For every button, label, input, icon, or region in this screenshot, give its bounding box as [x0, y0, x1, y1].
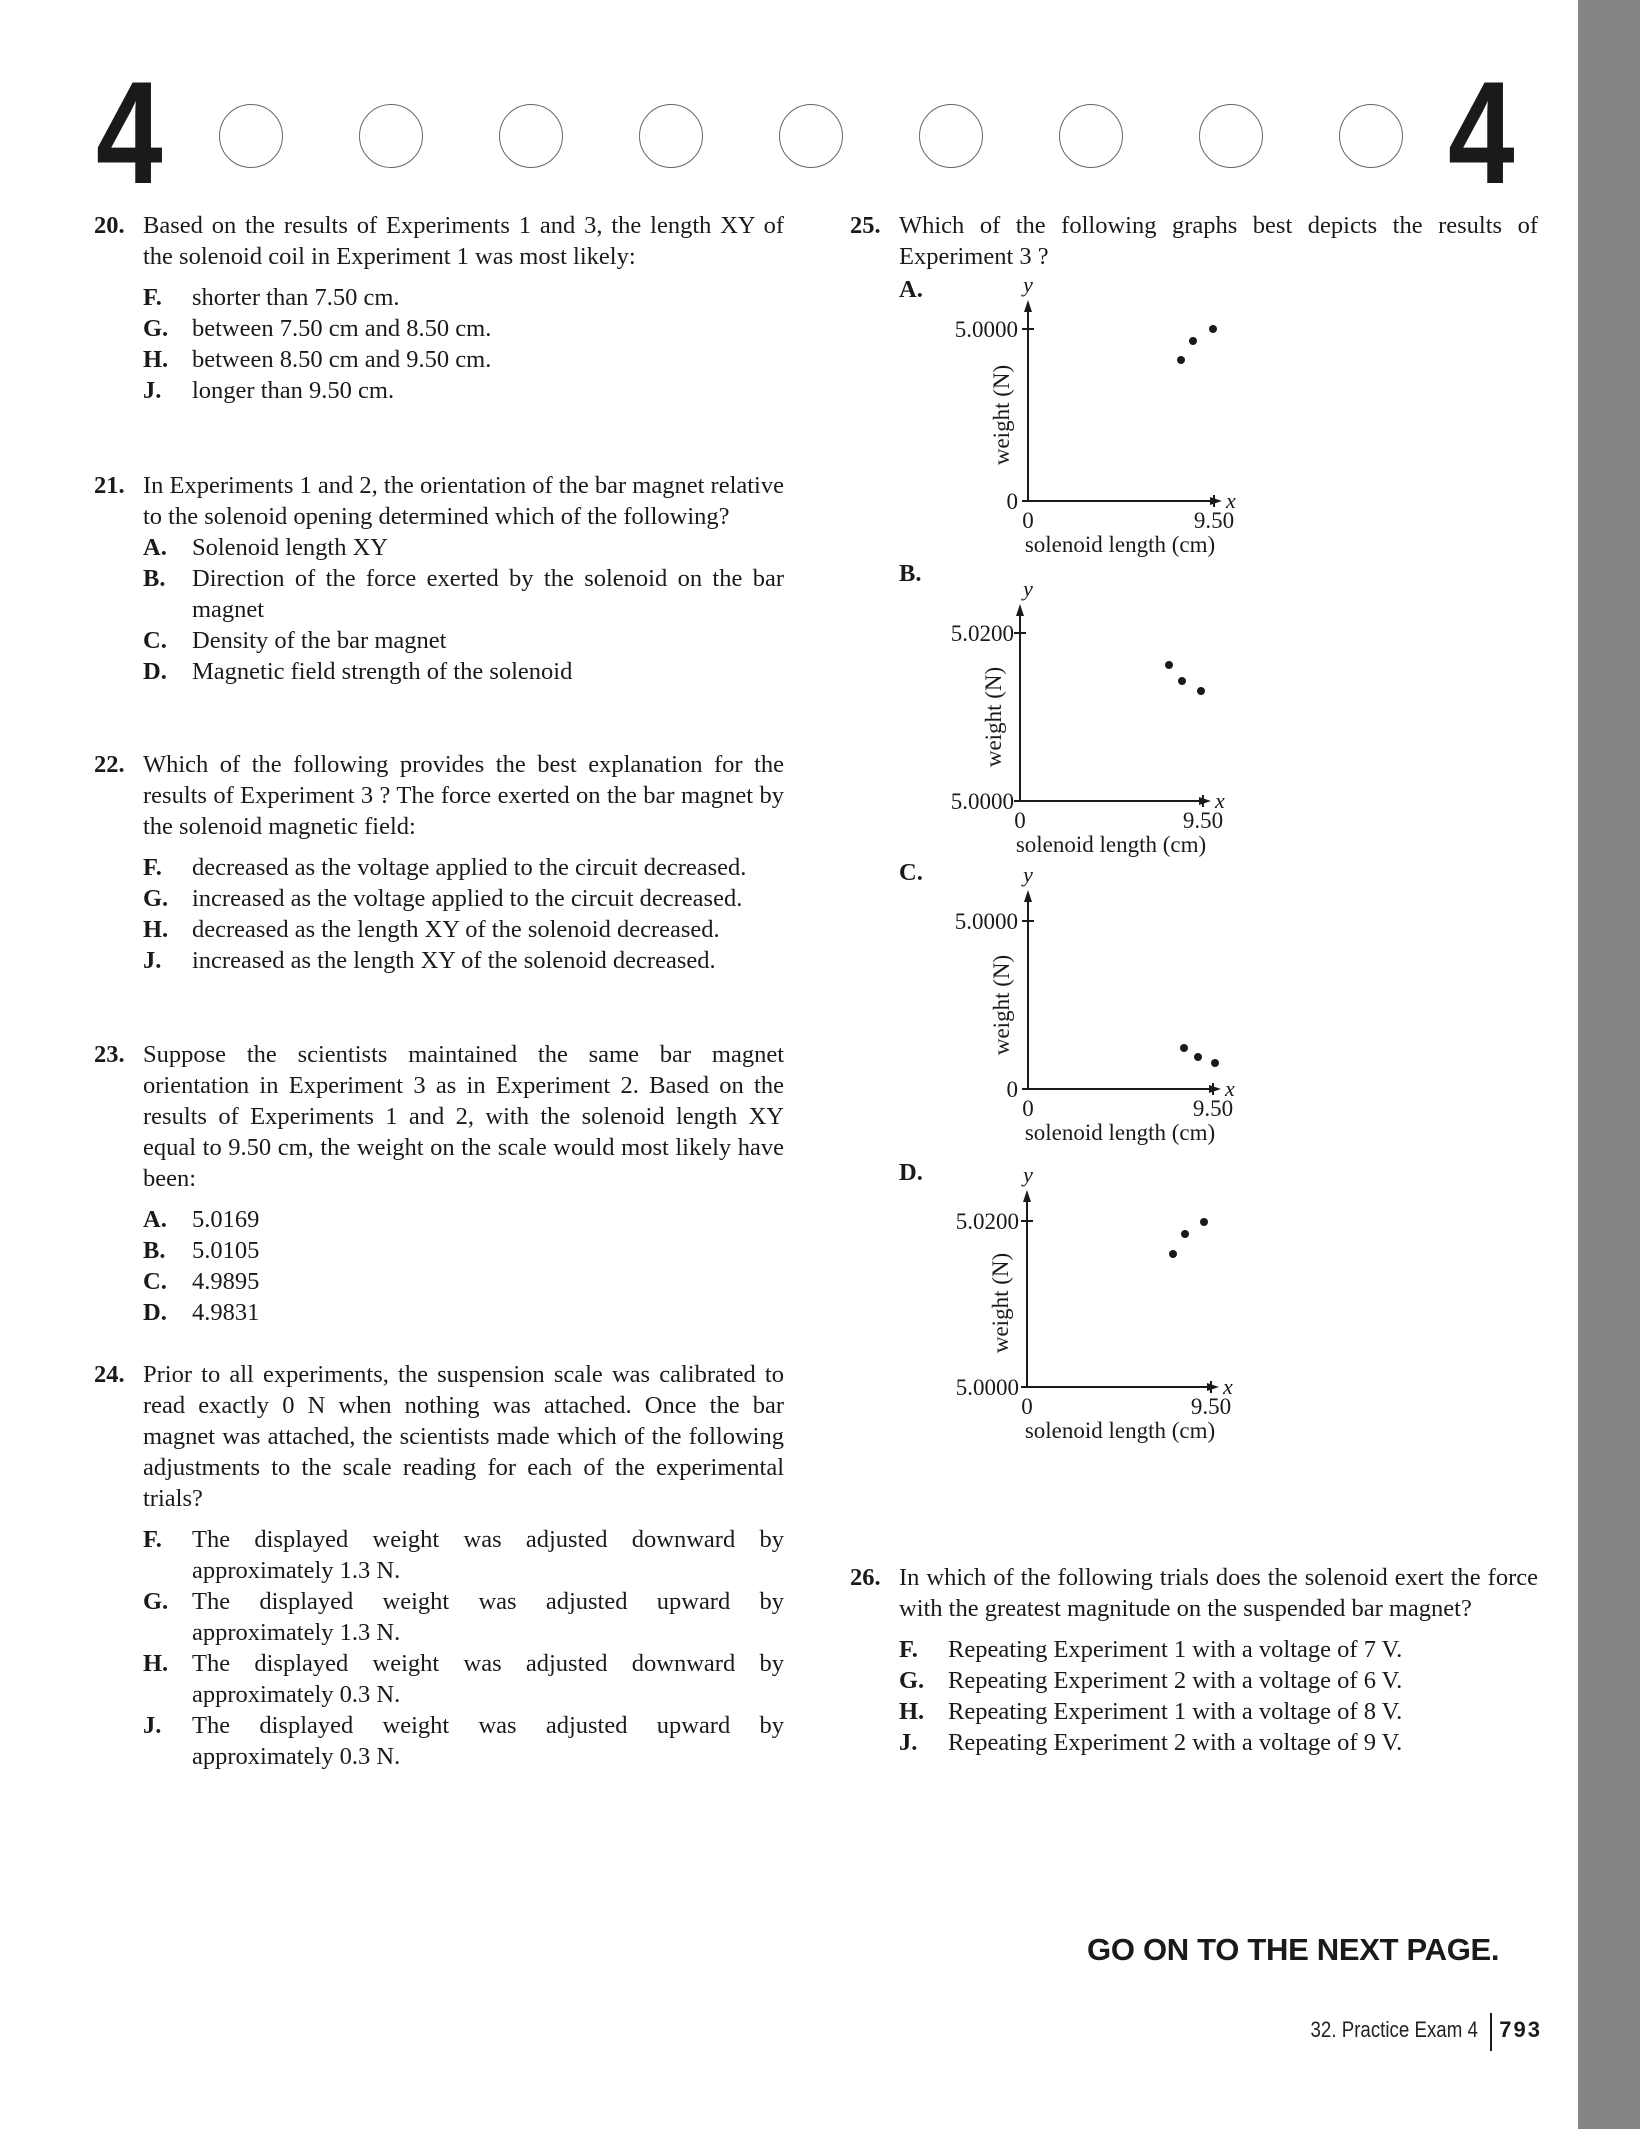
answer-option-j[interactable]: J. increased as the length XY of the solenoid decreased. [143, 947, 716, 974]
data-point [1169, 1250, 1177, 1258]
y-axis-label: weight (N) [989, 954, 1014, 1056]
answer-option-a[interactable]: A. Solenoid length XY [143, 534, 388, 561]
y-tick-bottom: 0 [1006, 489, 1018, 514]
x-axis-label: solenoid length (cm) [1024, 532, 1216, 557]
page-number: 793 [1499, 2017, 1542, 2042]
answer-option-h[interactable]: H. Repeating Experiment 1 with a voltage of 8 V. [899, 1698, 1403, 1725]
answer-option-c[interactable]: C. Density of the bar magnet [143, 627, 447, 654]
answer-option-f[interactable]: F. decreased as the voltage applied to the circuit decreased. [143, 854, 747, 881]
answer-option-d[interactable]: D. Magnetic field strength of the solenoid [143, 658, 573, 685]
question-stem: Prior to all experiments, the suspension scale was calibrated to read exactly 0 N when nothing was attached. Once the bar magnet was attached, the scientists made which of the following adjustments to the scale reading for each of the experimental trials? [143, 1361, 784, 1512]
question-24 [94, 1359, 784, 1772]
x-axis-var: x [1215, 788, 1225, 813]
question-number: 23. [94, 1041, 125, 1068]
question-22 [94, 749, 784, 976]
question-stem: Based on the results of Experiments 1 and 3, the length XY of the solenoid coil in Experiment 1 was most likely: [143, 212, 784, 270]
y-axis-label: weight (N) [981, 666, 1006, 768]
question-20 [94, 210, 784, 406]
graph-option-b[interactable] [930, 574, 1260, 864]
chapter-title: 32. Practice Exam 4 [1310, 2017, 1478, 2042]
footer-divider [1490, 2013, 1492, 2051]
answer-option-d[interactable]: D. 4.9831 [143, 1299, 260, 1326]
question-stem: Which of the following provides the best explanation for the results of Experiment 3 ? The force exerted on the bar magnet by the solenoid magnetic field: [143, 751, 784, 840]
section-number-right: 4 [1448, 51, 1515, 214]
bubble-circle [1339, 104, 1403, 168]
bubble-circle [499, 104, 563, 168]
x-tick-label: 9.50 [1182, 808, 1224, 833]
question-number: 22. [94, 751, 125, 778]
question-stem: Suppose the scientists maintained the same bar magnet orientation in Experiment 3 as in Experiment 2. Based on the results of Experiments 1 and 2, with the solenoid length XY equal to 9.50 cm, the weight on the scale would most likely have been: [143, 1041, 784, 1192]
data-point [1180, 1044, 1188, 1052]
data-point [1189, 337, 1197, 345]
x-axis-label: solenoid length (cm) [1024, 1418, 1216, 1443]
answer-option-f[interactable]: F. Repeating Experiment 1 with a voltage of 7 V. [899, 1636, 1403, 1663]
graph-option-c[interactable] [930, 860, 1260, 1150]
answer-option-h[interactable]: H. decreased as the length XY of the solenoid decreased. [143, 916, 720, 943]
question-number: 25. [850, 212, 881, 239]
graph-option-a[interactable] [930, 270, 1260, 560]
x-tick-label: 9.50 [1190, 1394, 1232, 1419]
question-number: 20. [94, 212, 125, 239]
x-axis-var: x [1223, 1374, 1233, 1399]
answer-option-g[interactable]: G. between 7.50 cm and 8.50 cm. [143, 315, 492, 342]
page-footer [1250, 2015, 1550, 2049]
y-tick-bottom: 5.0000 [955, 1375, 1019, 1400]
x-axis-label: solenoid length (cm) [1015, 832, 1207, 857]
x-tick-label: 9.50 [1192, 1096, 1234, 1121]
y-axis-var: y [1023, 1162, 1033, 1187]
y-axis-var: y [1023, 272, 1033, 297]
question-stem: In Experiments 1 and 2, the orientation of the bar magnet relative to the solenoid opening determined which of the following? [143, 472, 784, 530]
page-edge-tab [1578, 0, 1640, 2129]
answer-option-b[interactable]: B. Direction of the force exerted by the solenoid on the bar magnet [143, 565, 784, 623]
question-number: 24. [94, 1361, 125, 1388]
bubble-circle [1059, 104, 1123, 168]
question-number: 26. [850, 1564, 881, 1591]
data-point [1209, 325, 1217, 333]
y-tick-top: 5.0000 [954, 317, 1018, 342]
x-origin-label: 0 [1021, 1394, 1033, 1419]
bubble-circle [1199, 104, 1263, 168]
x-origin-label: 0 [1022, 508, 1034, 533]
graph-option-d-label[interactable]: D. [899, 1159, 923, 1186]
question-21 [94, 470, 784, 687]
answer-option-f[interactable]: F. shorter than 7.50 cm. [143, 284, 400, 311]
data-point [1178, 677, 1186, 685]
x-origin-label: 0 [1022, 1096, 1034, 1121]
go-on-next-page-notice: GO ON TO THE NEXT PAGE. [1087, 1932, 1500, 1967]
y-axis-label: weight (N) [988, 1252, 1013, 1354]
question-25 [850, 210, 1538, 272]
answer-option-a[interactable]: A. 5.0169 [143, 1206, 260, 1233]
x-axis-var: x [1226, 488, 1236, 513]
graph-option-d[interactable] [930, 1160, 1260, 1450]
question-number: 21. [94, 472, 125, 499]
data-point [1211, 1059, 1219, 1067]
bubble-circle [779, 104, 843, 168]
answer-option-j[interactable]: J. longer than 9.50 cm. [143, 377, 395, 404]
answer-option-h[interactable]: H. The displayed weight was adjusted downward by approximately 0.3 N. [143, 1650, 784, 1708]
data-point [1165, 661, 1173, 669]
answer-option-h[interactable]: H. between 8.50 cm and 9.50 cm. [143, 346, 492, 373]
answer-option-j[interactable]: J. Repeating Experiment 2 with a voltage of 9 V. [899, 1729, 1403, 1756]
answer-option-g[interactable]: G. Repeating Experiment 2 with a voltage of 6 V. [899, 1667, 1403, 1694]
answer-option-c[interactable]: C. 4.9895 [143, 1268, 260, 1295]
x-axis-var: x [1225, 1076, 1235, 1101]
graph-option-c-label[interactable]: C. [899, 859, 923, 886]
question-26 [850, 1562, 1538, 1758]
y-axis-var: y [1023, 576, 1033, 601]
x-axis-label: solenoid length (cm) [1024, 1120, 1216, 1145]
y-axis-label: weight (N) [989, 364, 1014, 466]
question-stem: In which of the following trials does the solenoid exert the force with the greatest magnitude on the suspended bar magnet? [899, 1564, 1538, 1622]
data-point [1194, 1053, 1202, 1061]
x-origin-label: 0 [1014, 808, 1026, 833]
answer-option-j[interactable]: J. The displayed weight was adjusted upward by approximately 0.3 N. [143, 1712, 784, 1770]
answer-option-f[interactable]: F. The displayed weight was adjusted downward by approximately 1.3 N. [143, 1526, 784, 1584]
y-tick-bottom: 0 [1006, 1077, 1018, 1102]
graph-option-a-label[interactable]: A. [899, 276, 923, 303]
graph-option-b-label[interactable]: B. [899, 560, 922, 587]
question-stem: Which of the following graphs best depicts the results of Experiment 3 ? [899, 212, 1538, 270]
bubble-circle [639, 104, 703, 168]
answer-option-b[interactable]: B. 5.0105 [143, 1237, 260, 1264]
x-tick-label: 9.50 [1193, 508, 1235, 533]
y-tick-bottom: 5.0000 [950, 789, 1014, 814]
data-point [1181, 1230, 1189, 1238]
y-tick-top: 5.0200 [955, 1209, 1019, 1234]
data-point [1177, 356, 1185, 364]
y-tick-top: 5.0000 [954, 909, 1018, 934]
y-tick-top: 5.0200 [950, 621, 1014, 646]
data-point [1200, 1218, 1208, 1226]
bubble-circle [359, 104, 423, 168]
y-axis-var: y [1023, 862, 1033, 887]
bubble-circle [919, 104, 983, 168]
data-point [1197, 687, 1205, 695]
answer-option-g[interactable]: G. increased as the voltage applied to the circuit decreased. [143, 885, 743, 912]
bubble-circle [219, 104, 283, 168]
section-number-left: 4 [96, 51, 163, 214]
question-23 [94, 1039, 784, 1328]
answer-option-g[interactable]: G. The displayed weight was adjusted upward by approximately 1.3 N. [143, 1588, 784, 1646]
